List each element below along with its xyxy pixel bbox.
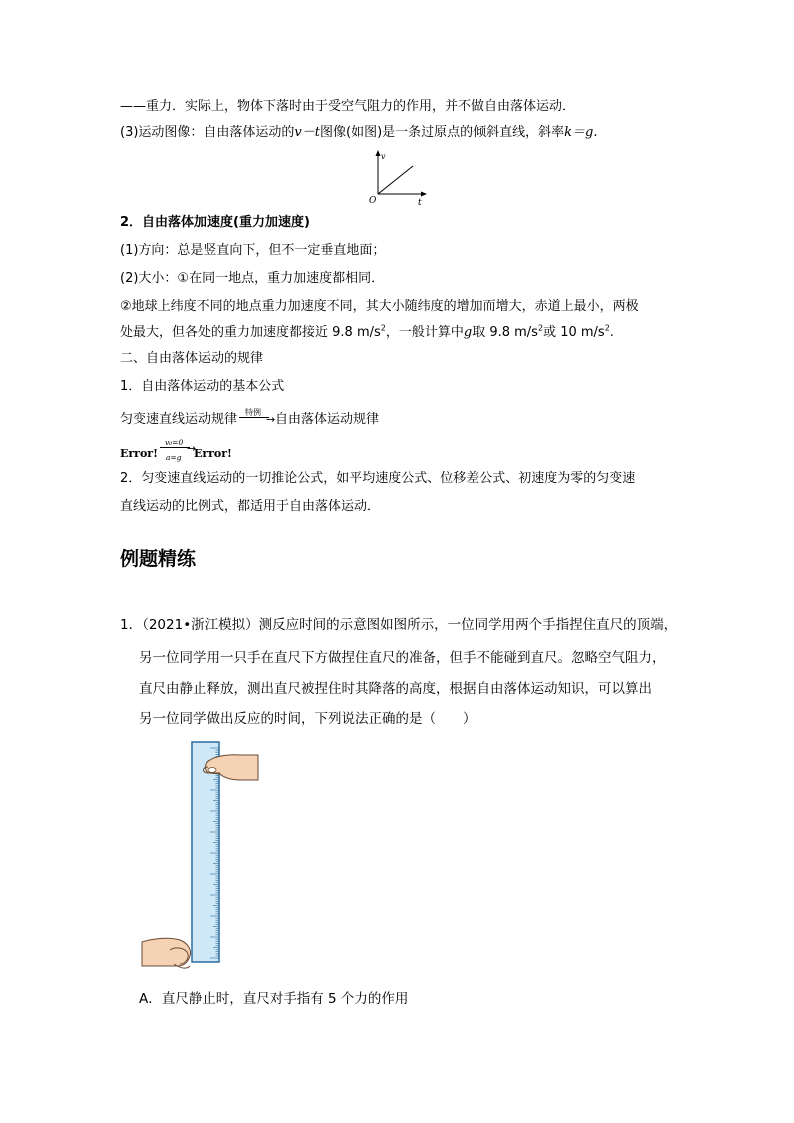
ruler [192,742,219,962]
law-section-title: 二、自由落体运动的规律 [120,351,264,366]
error-formula-line: Error! v₀=0 a=g → Error! [120,438,232,462]
inference-line-1: 2．匀变速直线运动的一切推论公式，如平均速度公式、位移差公式、初速度为零的匀变速 [120,471,636,486]
section-2-title: 2．自由落体加速度(重力加速度) [120,215,310,230]
text-line-1: ——重力．实际上，物体下落时由于受空气阻力的作用，并不做自由落体运动． [120,99,576,114]
inference-line-2: 直线运动的比例式，都适用于自由落体运动． [120,499,381,514]
special-case-arrow: 特例 → [237,408,275,426]
size-line: (2)大小：①在同一地点，重力加速度都相同． [120,271,385,286]
question-line-4: 另一位同学做出反应的时间，下列说法正确的是（ ） [139,711,477,727]
vt-graph [366,148,432,208]
option-a[interactable]: A．直尺静止时，直尺对手指有 5 个力的作用 [139,991,409,1007]
vt-line [378,166,413,194]
bottom-hand [142,938,191,968]
text-line-graph-desc: (3)运动图像：自由落体运动的v－t图像(如图)是一条过原点的倾斜直线，斜率k＝g. [120,125,598,140]
ruler-illustration [140,740,260,975]
question-line-2: 另一位同学用一只手在直尺下方做捏住直尺的准备，但手不能碰到直尺。忽略空气阻力， [139,650,666,666]
question-line-3: 直尺由静止释放，测出直尺被捏住时其降落的高度，根据自由落体运动知识，可以算出 [139,681,652,697]
latitude-line-2: 处最大，但各处的重力加速度都接近 9.8 $m/s^2$，一般计算中g取 9.8 $m/s^2$或 10 $m/s^2$. [120,323,614,340]
direction-line: (1)方向：总是竖直向下，但不一定垂直地面； [120,243,386,258]
rule-line: 匀变速直线运动规律 特例 → 自由落体运动规律 [120,408,380,427]
t-axis-label: t [418,198,422,208]
origin-label: O [369,196,377,206]
condition-arrow: v₀=0 a=g → [158,442,194,460]
basic-formula-title: 1．自由落体运动的基本公式 [120,379,285,394]
question-line-1: 1．（2021•浙江模拟）测反应时间的示意图如图所示，一位同学用两个手指捏住直尺的顶端， [120,617,678,633]
latitude-line-1: ②地球上纬度不同的地点重力加速度不同，其大小随纬度的增加而增大，赤道上最小，两极 [120,299,639,314]
section-heading: 例题精练 [120,548,197,570]
v-axis-label: v [381,152,386,161]
